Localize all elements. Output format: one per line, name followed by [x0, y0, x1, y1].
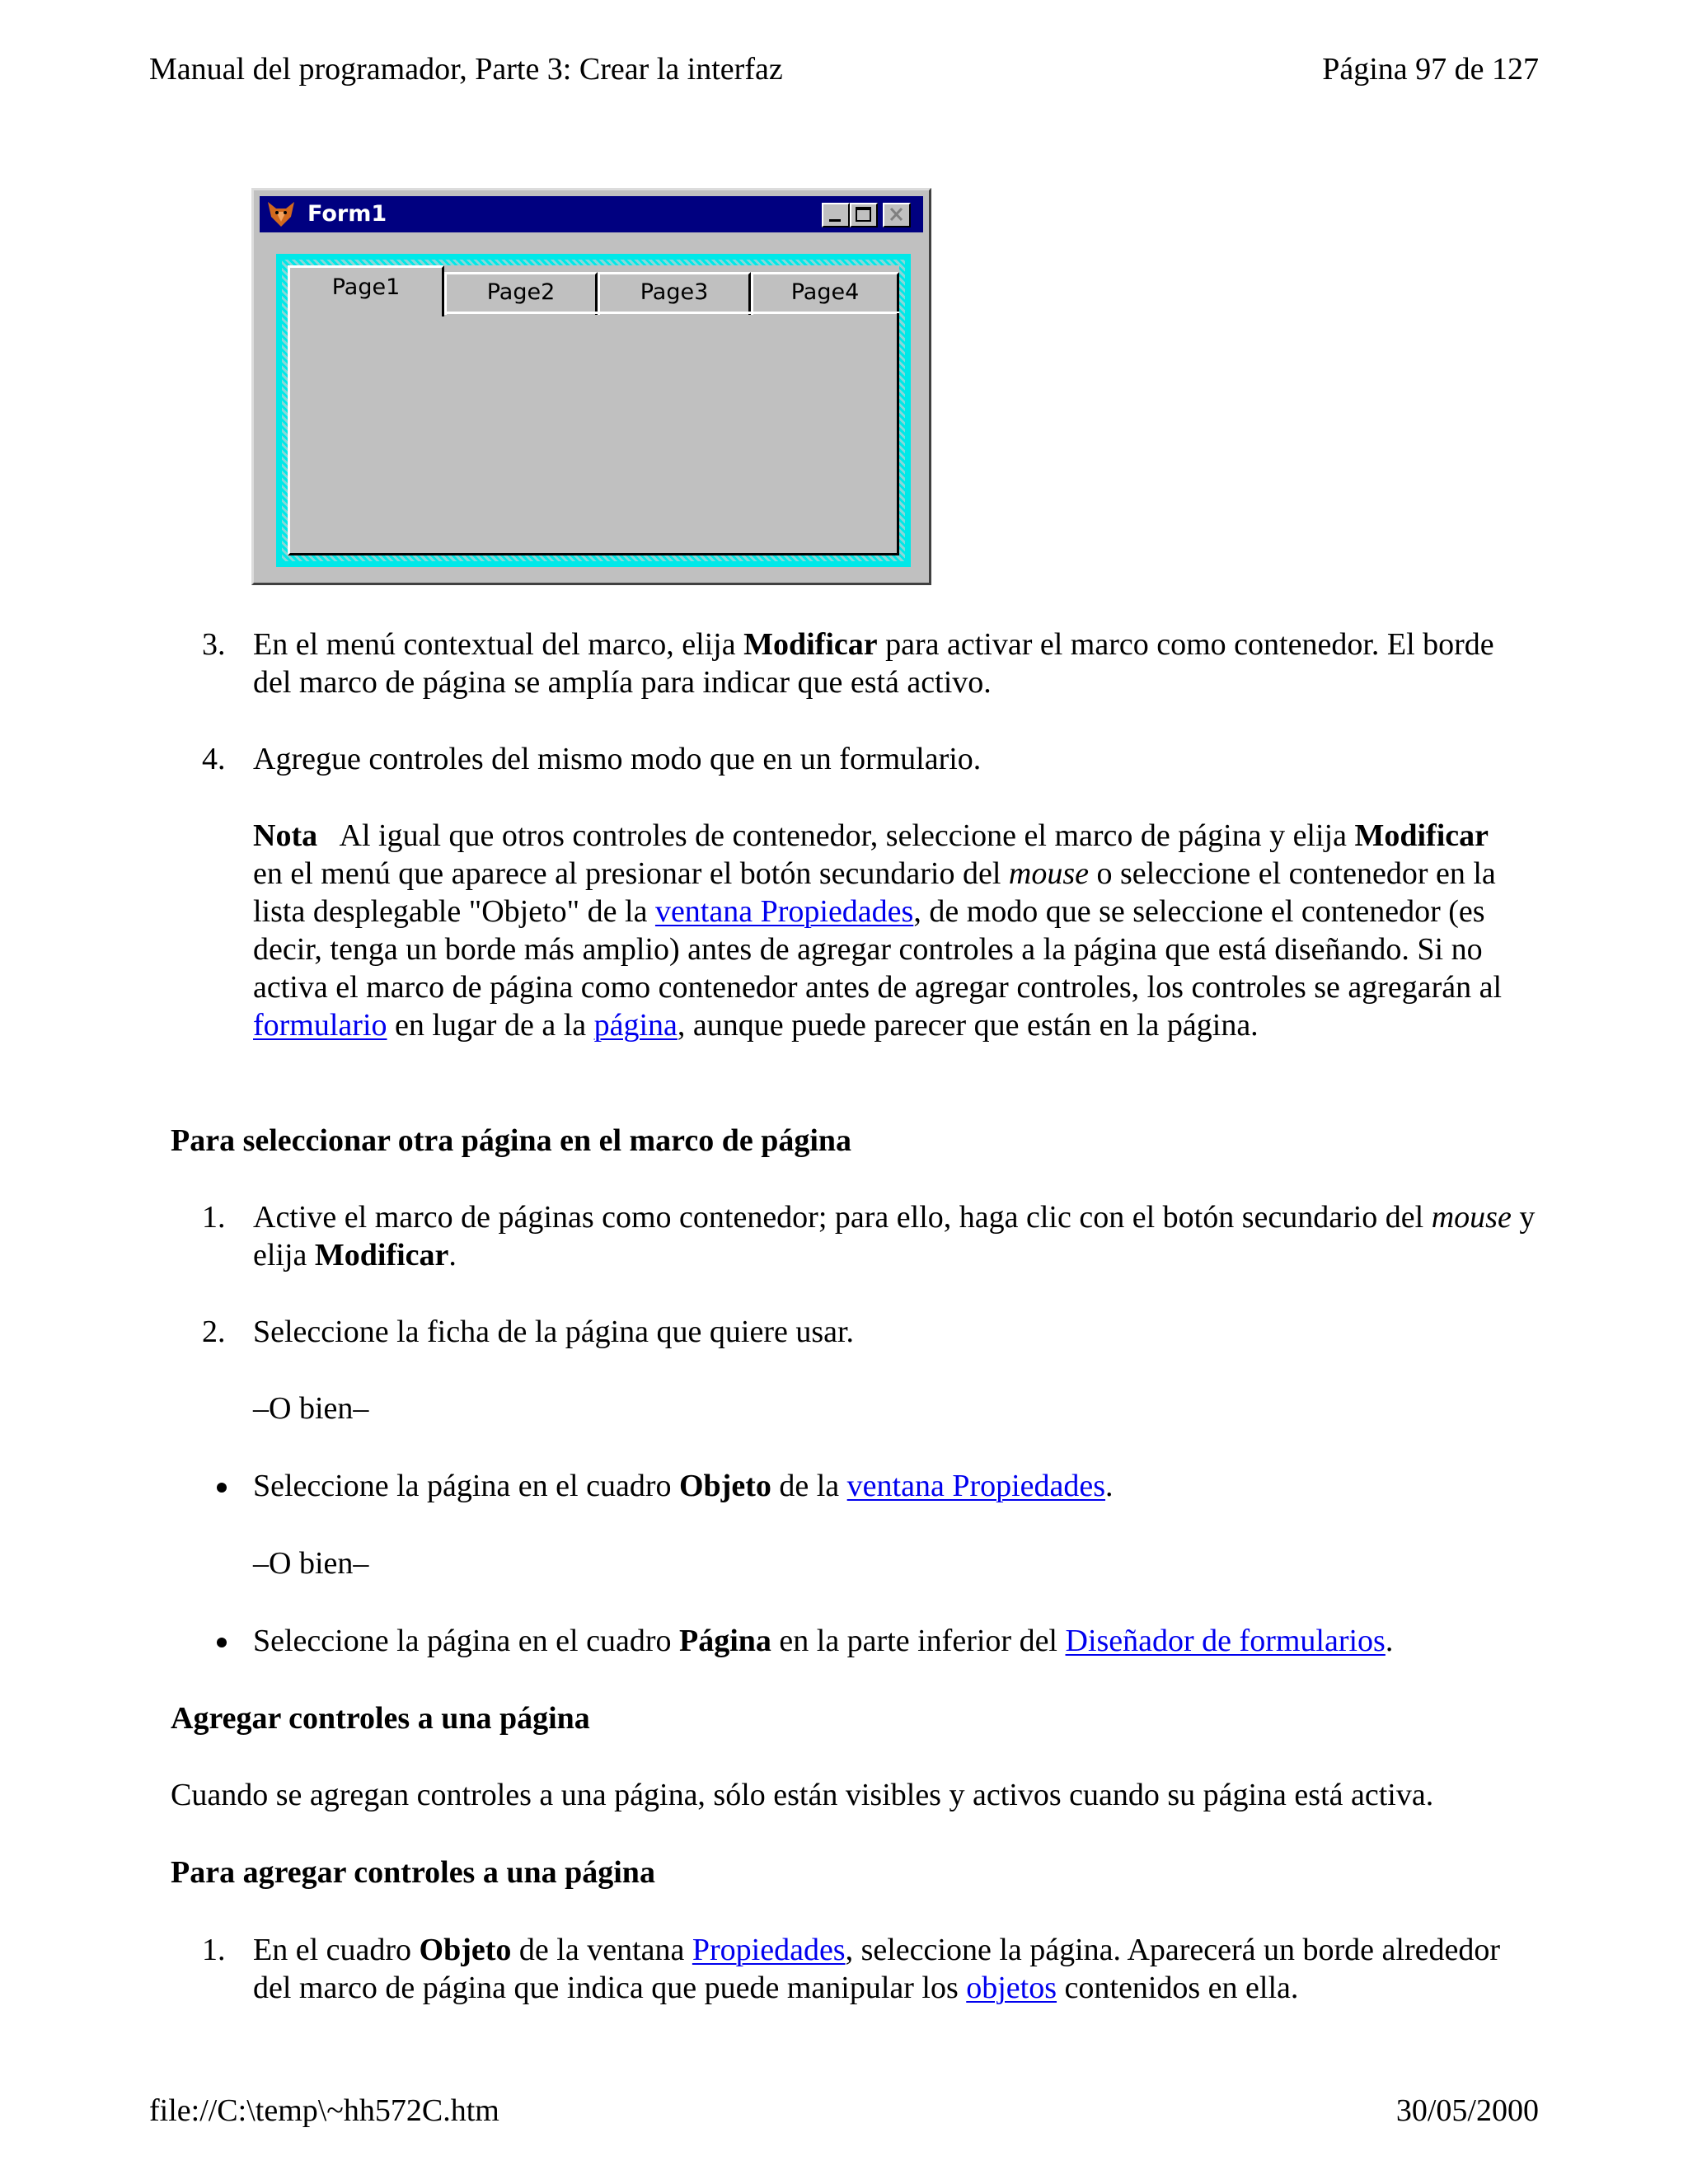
step-number: 1.: [202, 1200, 226, 1235]
link-propiedades[interactable]: Propiedades: [692, 1933, 846, 1967]
step-4-text: Agregue controles del mismo modo que en un formulario.: [253, 742, 982, 776]
footer-date: 30/05/2000: [1395, 2093, 1539, 2128]
or-separator: –O bien–: [253, 1391, 369, 1426]
link-ventana-propiedades[interactable]: ventana Propiedades: [846, 1469, 1106, 1503]
tab-page4[interactable]: Page4: [751, 272, 899, 315]
step-number: 4.: [202, 742, 226, 776]
running-header-title: Manual del programador, Parte 3: Crear la interfaz: [149, 52, 783, 87]
maximize-button[interactable]: [850, 203, 878, 227]
page-number: Página 97 de 127: [1322, 52, 1539, 87]
step-number: 2.: [202, 1315, 226, 1349]
fox-icon: [266, 200, 296, 228]
link-disenador-de-formularios[interactable]: Diseñador de formularios: [1065, 1624, 1386, 1658]
section-heading: Para agregar controles a una página: [171, 1855, 655, 1890]
step-number: 3.: [202, 627, 226, 662]
page-body: [288, 313, 899, 555]
section-heading: Para seleccionar otra página en el marco de página: [171, 1123, 852, 1158]
tab-page2[interactable]: Page2: [444, 272, 598, 315]
form-window-figure: [251, 188, 931, 585]
step-number: 1.: [202, 1933, 226, 1967]
add-step-1-text: En el cuadro Objeto de la ventana Propiedades, seleccione la página. Aparecerá un borde alrededor del marco de página que indica que puede manipular los objetos contenidos en ella.: [253, 1933, 1501, 2005]
maximize-icon: [851, 204, 876, 226]
bullet-2-text: Seleccione la página en el cuadro Página en la parte inferior del Diseñador de formularios.: [253, 1624, 1394, 1658]
minimize-button[interactable]: [822, 203, 850, 227]
link-pagina[interactable]: página: [593, 1008, 678, 1043]
page-frame: [288, 265, 899, 555]
title-bar: [260, 196, 923, 232]
close-icon: [884, 204, 909, 226]
select-step-2-text: Seleccione la ficha de la página que quiere usar.: [253, 1315, 855, 1349]
link-ventana-propiedades[interactable]: ventana Propiedades: [654, 894, 914, 929]
tab-page3[interactable]: Page3: [598, 272, 751, 315]
link-formulario[interactable]: formulario: [253, 1008, 387, 1043]
step-3-text: En el menú contextual del marco, elija Modificar para activar el marco como contenedor. El borde del marco de página se amplía para indicar que está activo.: [253, 627, 1494, 700]
or-separator: –O bien–: [253, 1546, 369, 1581]
footer-file-path: file://C:\temp\~hh572C.htm: [149, 2093, 499, 2128]
close-button[interactable]: [883, 203, 911, 227]
window-title: Form1: [307, 201, 387, 227]
section-2-body: Cuando se agregan controles a una página, sólo están visibles y activos cuando su página está activa.: [171, 1778, 1434, 1812]
select-step-1-text: Active el marco de páginas como contenedor; para ello, haga clic con el botón secundario del mouse y elija Modificar.: [253, 1200, 1536, 1272]
note-paragraph: Nota Al igual que otros controles de contenedor, seleccione el marco de página y elija Modificar en el menú que aparece al presionar el botón secundario del mouse o seleccione el contenedor en la lista desplegable "Objeto" de la ventana Propiedades, de modo que se seleccione el contenedor (es decir, tenga un borde más amplio) antes de agregar controles a la página que está diseñando. Si no activa el marco de página como contenedor antes de agregar controles, los controles se agregarán al formulario en lugar de a la página, aunque puede parecer que están en la página.: [253, 818, 1503, 1043]
tab-page1[interactable]: Page1: [288, 265, 444, 316]
page-frame-border: [276, 254, 911, 567]
bullet-dot: [217, 1638, 227, 1647]
bullet-1-text: Seleccione la página en el cuadro Objeto de la ventana Propiedades.: [253, 1469, 1114, 1503]
section-heading: Agregar controles a una página: [171, 1701, 590, 1736]
bullet-dot: [217, 1483, 227, 1493]
link-objetos[interactable]: objetos: [966, 1971, 1057, 2005]
minimize-icon: [823, 204, 848, 226]
